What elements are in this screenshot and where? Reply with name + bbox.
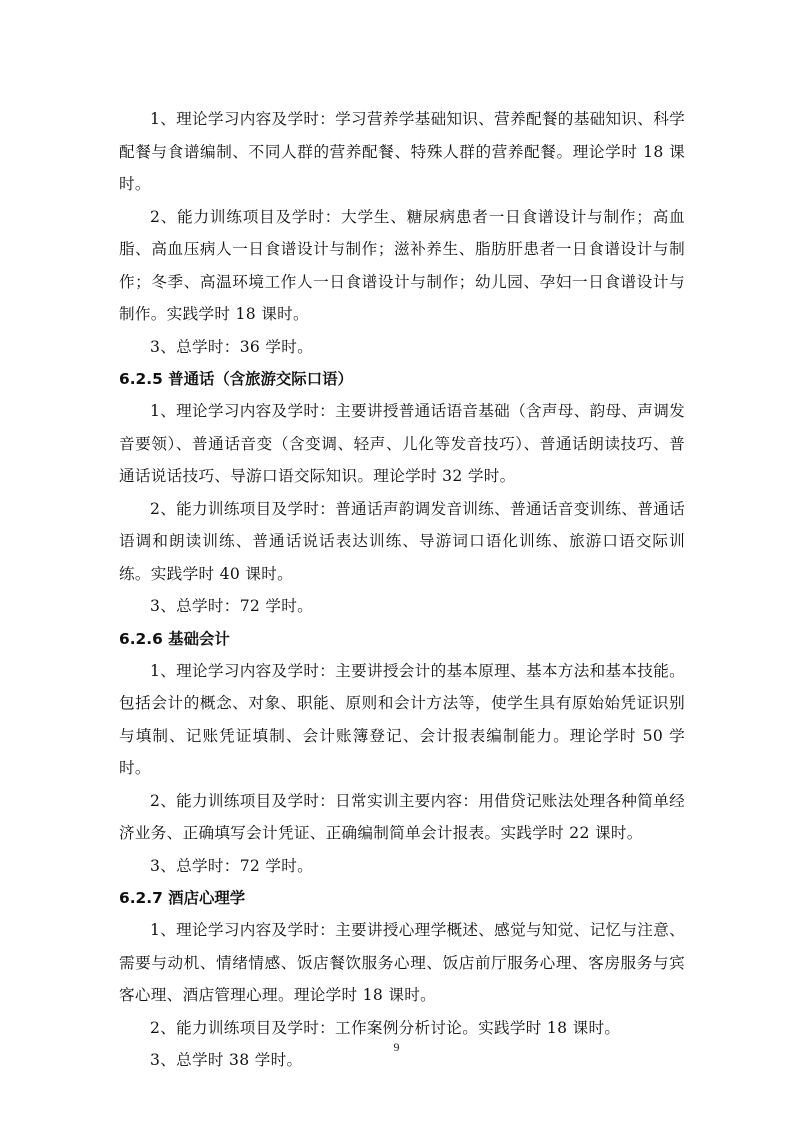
paragraph-accounting-practice: 2、能力训练项目及学时：日常实训主要内容：用借贷记账法处理各种简单经济业务、正确填写会计凭证、正确编制简单会计报表。实践学时 22 课时。 xyxy=(119,791,685,842)
paragraph-psychology-theory: 1、理论学习内容及学时：主要讲授心理学概述、感觉与知觉、记忆与注意、需要与动机、情绪情感、饭店餐饮服务心理、饭店前厅服务心理、客房服务与宾客心理、酒店管理心理。理论学时 18 课时。 xyxy=(119,921,685,1004)
paragraph-putonghua-practice: 2、能力训练项目及学时：普通话声韵调发音训练、普通话音变训练、普通话语调和朗读训练、普通话说话表达训练、导游词口语化训练、旅游口语交际训练。实践学时 40 课时。 xyxy=(119,499,685,583)
paragraph-nutrition-practice: 2、能力训练项目及学时：大学生、糖尿病患者一日食谱设计与制作；高血脂、高血压病人一日食谱设计与制作；滋补养生、脂肪肝患者一日食谱设计与制作；冬季、高温环境工作人一日食谱设计与制作；幼儿园、孕妇一日食谱设计与制作。实践学时 18 课时。 xyxy=(119,207,685,323)
section-heading-putonghua: 6.2.5 普通话（含旅游交际口语） xyxy=(119,370,353,388)
paragraph-psychology-total: 3、总学时 38 学时。 xyxy=(150,1051,303,1069)
paragraph-psychology-practice: 2、能力训练项目及学时：工作案例分析讨论。实践学时 18 课时。 xyxy=(150,1018,621,1037)
paragraph-putonghua-total: 3、总学时：72 学时。 xyxy=(150,597,314,615)
paragraph-accounting-total: 3、总学时：72 学时。 xyxy=(150,856,314,875)
paragraph-accounting-theory: 1、理论学习内容及学时：主要讲授会计的基本原理、基本方法和基本技能。包括会计的概念、对象、职能、原则和会计方法等，使学生具有原始始凭证识别与填制、记账凭证填制、会计账簿登记、会计报表编制能力。理论学时 50 学时。 xyxy=(119,661,685,777)
section-heading-accounting: 6.2.6 基础会计 xyxy=(119,629,230,648)
document-body xyxy=(119,103,685,1077)
section-heading-hotel-psychology: 6.2.7 酒店心理学 xyxy=(119,889,246,907)
paragraph-nutrition-total: 3、总学时：36 学时。 xyxy=(150,337,314,356)
paragraph-putonghua-theory: 1、理论学习内容及学时：主要讲授普通话语音基础（含声母、韵母、声调发音要领）、普通话音变（含变调、轻声、儿化等发音技巧）、普通话朗读技巧、普通话说话技巧、导游口语交际知识。理论学时 32 学时。 xyxy=(119,402,685,485)
page-number: 9 xyxy=(393,1040,400,1054)
paragraph-nutrition-theory: 1、理论学习内容及学时：学习营养学基础知识、营养配餐的基础知识、科学配餐与食谱编制、不同人群的营养配餐、特殊人群的营养配餐。理论学时 18 课时。 xyxy=(119,110,685,193)
